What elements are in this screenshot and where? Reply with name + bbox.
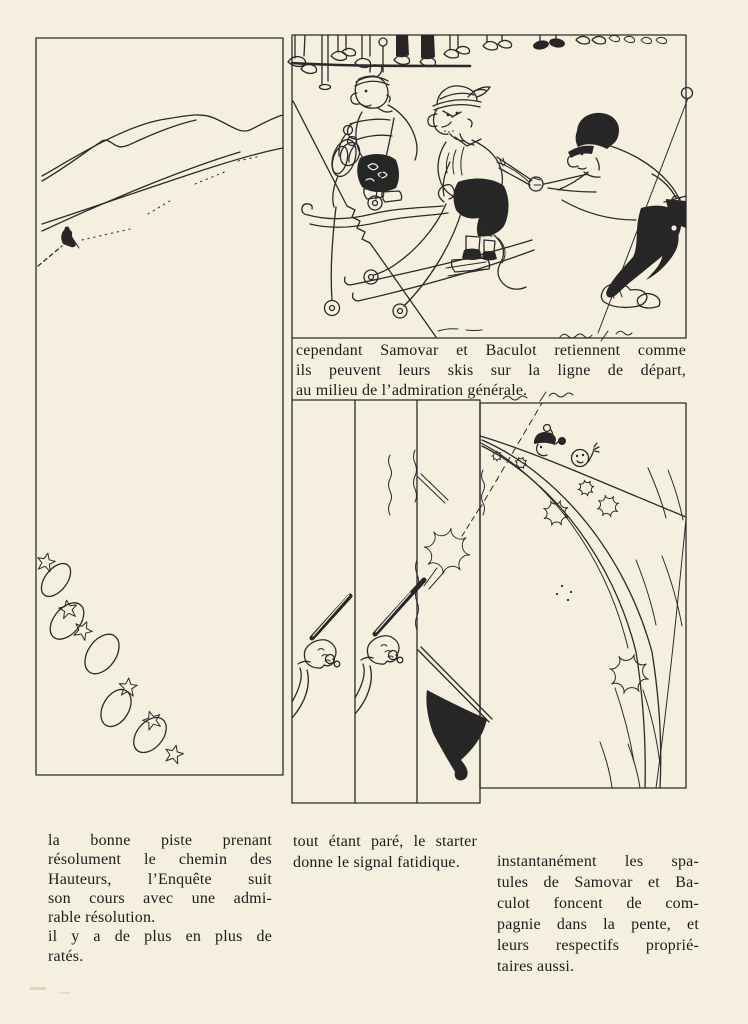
skier-samovar [302, 65, 448, 316]
left-panel [35, 38, 283, 775]
caption-line: leurs respectifs proprié- [497, 937, 699, 954]
start-line-panel [288, 35, 693, 341]
caption-column-right [497, 851, 699, 977]
caption-line: taires aussi. [497, 958, 575, 975]
caption-line: au milieu de l’admiration générale. [296, 382, 528, 399]
caption-line: résolument le chemin des [48, 851, 272, 869]
caption-line: son cours avec une admi- [48, 889, 272, 907]
spectators [534, 425, 599, 467]
caption-line: tout étant paré, le starter [293, 833, 477, 850]
caption-line: il y a de plus en plus de [48, 928, 272, 946]
caption-line: la bonne piste prenant [48, 832, 272, 849]
pistol-fired [355, 580, 424, 714]
caption-column-left [48, 831, 272, 966]
caption-line: Hauteurs, l’Enquête suit [48, 870, 272, 888]
caption-line: tules de Samovar et Ba- [497, 874, 699, 891]
caption-line: donne le signal fatidique. [293, 854, 460, 871]
crowd-feet [288, 35, 667, 90]
starter-strips [292, 338, 492, 803]
tiny-skier [61, 227, 79, 249]
crater-trail [35, 551, 185, 764]
caption-line: ratés. [48, 947, 84, 965]
holding-man [529, 88, 693, 334]
caption-column-middle [293, 831, 477, 873]
black-flag [418, 647, 492, 780]
caption-line: culot foncent de com- [497, 895, 699, 912]
caption-line: pagnie dans la pente, et [497, 916, 699, 933]
gun-smoke [420, 524, 473, 577]
caption-line: ils peuvent leurs skis sur la ligne de départ, [296, 362, 686, 379]
pistol-raised [292, 595, 350, 718]
caption-line: cependant Samovar et Baculot retiennent comme [296, 342, 686, 359]
caption-line: instantanément les spa- [497, 853, 699, 870]
caption-line: rable résolution. [48, 909, 156, 927]
downhill-panel [479, 392, 686, 788]
caption-top [296, 341, 686, 401]
